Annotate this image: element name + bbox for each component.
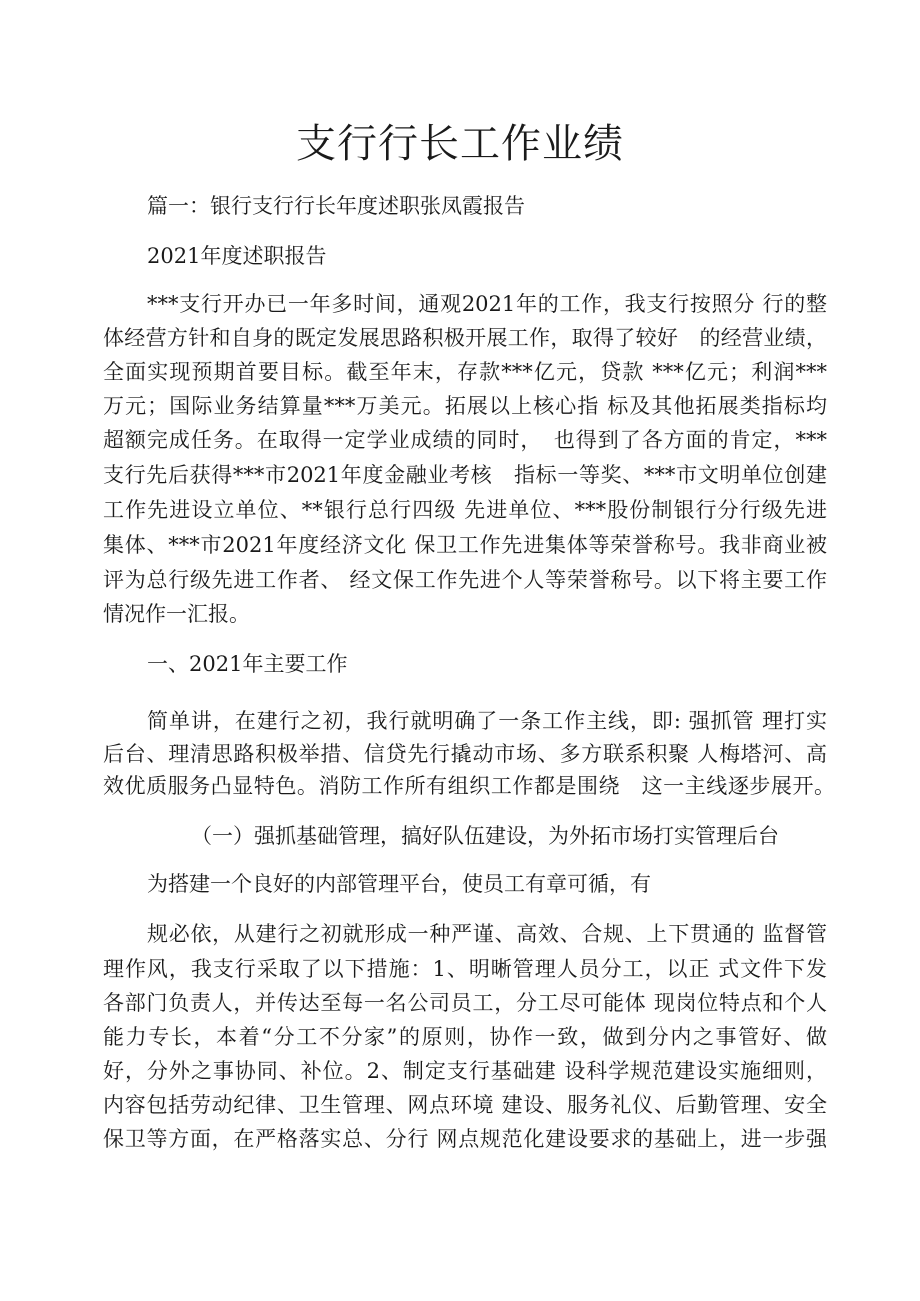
- paragraph-1-line: 万元；国际业务结算量***万美元。拓展以上核心指 标及其他拓展类指标均: [103, 394, 827, 418]
- paragraph-1-line: 支行先后获得***市2021年度金融业考核 指标一等奖、***市文明单位创建: [103, 463, 827, 487]
- paragraph-1-line: 工作先进设立单位、**银行总行四级 先进单位、***股份制银行分行级先进: [103, 498, 827, 522]
- paragraph-4-line: 理作风，我支行采取了以下措施：1、明晰管理人员分工，以正 式文件下发: [103, 957, 827, 981]
- document-title: 支行行长工作业绩: [296, 121, 624, 167]
- paragraph-2-line: 效优质服务凸显特色。消防工作所有组织工作都是围绕 这一主线逐步展开。: [103, 774, 835, 798]
- subsection-1-heading: （一）强抓基础管理，搞好队伍建设，为外拓市场打实管理后台: [191, 824, 779, 848]
- paragraph-3-line: 为搭建一个良好的内部管理平台，使员工有章可循，有: [147, 872, 651, 896]
- paragraph-1-line: 集体、***市2021年度经济文化 保卫工作先进集体等荣誉称号。我非商业被: [103, 533, 827, 557]
- paragraph-1-line: 情况作一汇报。: [103, 602, 250, 626]
- paragraph-4-line: 能力专长，本着“分工不分家”的原则，协作一致，做到分内之事管好、做: [103, 1025, 827, 1049]
- paragraph-1-line: 体经营方针和自身的既定发展思路积极开展工作，取得了较好 的经营业绩，: [103, 326, 827, 350]
- paragraph-2-line: 后台、理清思路积极举措、信贷先行撬动市场、多方联系积聚 人梅塔河、高: [103, 742, 827, 766]
- paragraph-1-line: ***支行开办已一年多时间，通观2021年的工作，我支行按照分 行的整: [147, 292, 827, 316]
- report-title: 2021年度述职报告: [147, 244, 327, 268]
- paragraph-4-line: 好，分外之事协同、补位。2、制定支行基础建 设科学规范建设实施细则，: [103, 1059, 827, 1083]
- section-1-heading: 一、2021年主要工作: [147, 652, 348, 676]
- paragraph-4-line: 各部门负责人，并传达至每一名公司员工，分工尽可能体 现岗位特点和个人: [103, 991, 827, 1015]
- paragraph-4-line: 保卫等方面，在严格落实总、分行 网点规范化建设要求的基础上，进一步强: [103, 1127, 827, 1151]
- subtitle: 篇一：银行支行行长年度述职张凤霞报告: [147, 194, 525, 218]
- paragraph-4-line: 内容包括劳动纪律、卫生管理、网点环境 建设、服务礼仪、后勤管理、安全: [103, 1093, 827, 1117]
- paragraph-2-line: 简单讲，在建行之初，我行就明确了一条工作主线，即: 强抓管 理打实: [147, 709, 827, 733]
- paragraph-1-line: 评为总行级先进工作者、 经文保工作先进个人等荣誉称号。以下将主要工作: [103, 568, 827, 592]
- paragraph-1-line: 全面实现预期首要目标。截至年末，存款***亿元，贷款 ***亿元；利润***: [103, 360, 827, 384]
- paragraph-4-line: 规必依，从建行之初就形成一种严谨、高效、合规、上下贯通的 监督管: [147, 922, 827, 946]
- paragraph-1-line: 超额完成任务。在取得一定学业成绩的同时， 也得到了各方面的肯定，***: [103, 428, 827, 452]
